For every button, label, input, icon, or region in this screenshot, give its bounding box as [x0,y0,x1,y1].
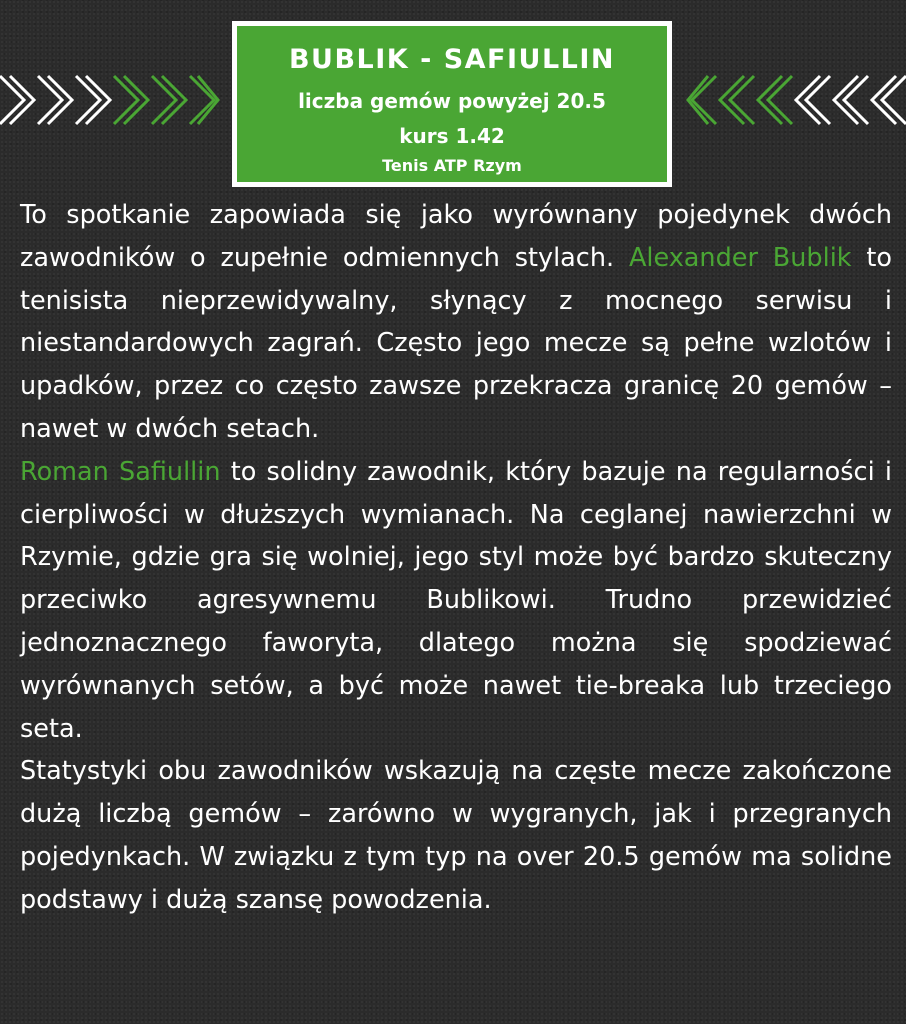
bet-type: liczba gemów powyżej 20.5 [298,89,606,113]
match-header-box [232,21,672,187]
paragraph-bublik [20,194,892,451]
paragraph-text: to solidny zawodnik, który bazuje na regularności i cierpliwości w dłuższych wymianach. Na ceglanej nawierzchni w Rzymie, gdzie gra się wolniej, jego styl może być bardzo skuteczny przeciwko agresywnemu Bublikowi. Trudno przewidzieć jednoznacznego faworyta, dlatego można się spodziewać wyrównanych setów, a być może nawet tie-breaka lub trzeciego seta. [20,456,892,744]
paragraph-text: To spotkanie zapowiada się jako wyrównany pojedynek dwóch zawodników o zupełnie odmiennych stylach. [20,200,892,273]
chevron-arrows-right-icon [0,72,220,128]
paragraph-safiullin [20,451,892,751]
analysis-text [20,194,892,922]
bet-odds: kurs 1.42 [399,124,505,148]
chevron-arrows-left-icon [686,72,906,128]
match-title: BUBLIK - SAFIULLIN [288,44,616,75]
paragraph-text: to tenisista nieprzewidywalny, słynący z mocnego serwisu i niestandardowych zagrań. Często jego mecze są pełne wzlotów i upadków, przez co często zawsze przekracza granicę 20 gemów – nawet w dwóch setach. [20,242,892,444]
event-name: Tenis ATP Rzym [382,156,522,175]
player-name-bublik: Alexander Bublik [628,242,852,273]
player-name-safiullin: Roman Safiullin [20,456,221,487]
paragraph-stats: Statystyki obu zawodników wskazują na częste mecze zakończone dużą liczbą gemów – zarówno w wygranych, jak i przegranych pojedynkach. W związku z tym typ na over 20.5 gemów ma solidne podstawy i dużą szansę powodzenia. [20,756,892,915]
